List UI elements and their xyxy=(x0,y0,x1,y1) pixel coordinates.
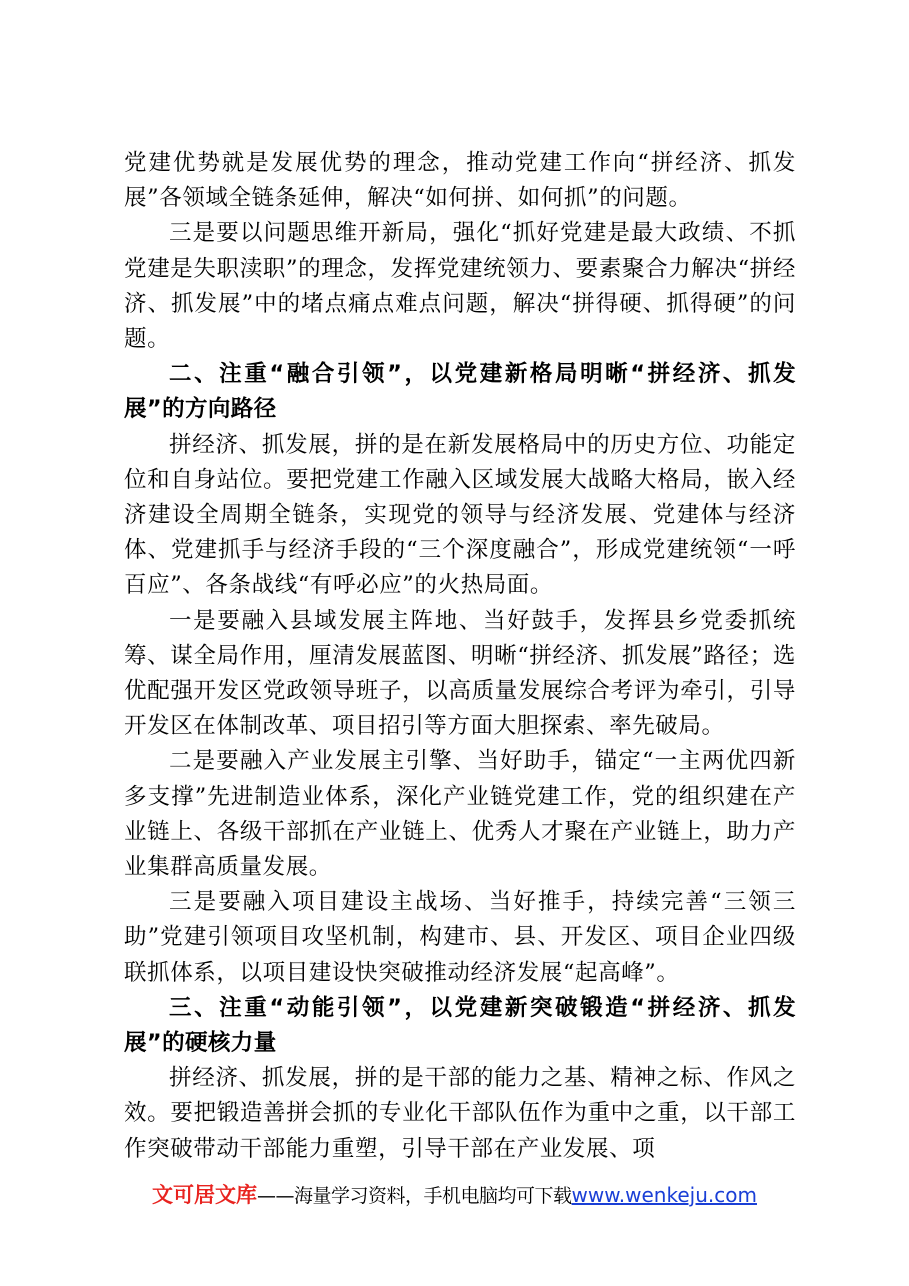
paragraph-point-three: 三是要以问题思维开新局，强化“抓好党建是最大政绩、不抓党建是失职渎职”的理念，发挥党建统领力、要素聚合力解决“拼经济、抓发展”中的堵点痛点难点问题，解决“拼得硬、抓得硬”的问题。 xyxy=(124,220,796,353)
paragraph-section-two-point-two: 二是要融入产业发展主引擎、当好助手，锚定“一主两优四新多支撑”先进制造业体系，深化产业链党建工作，党的组织建在产业链上、各级干部抓在产业链上、优秀人才聚在产业链上，助力产业集群高质量发展。 xyxy=(124,748,796,881)
footer-slogan: ——海量学习资料，手机电脑均可下载 xyxy=(257,1185,572,1207)
document-body xyxy=(124,146,796,1167)
page-footer xyxy=(0,1181,909,1210)
paragraph-section-two-point-three: 三是要融入项目建设主战场、当好推手，持续完善“三领三助”党建引领项目攻坚机制，构建市、县、开发区、项目企业四级联抓体系，以项目建设快突破推动经济发展“起高峰”。 xyxy=(124,889,796,986)
paragraph-continued: 党建优势就是发展优势的理念，推动党建工作向“拼经济、抓发展”各领域全链条延伸，解决“如何拼、如何抓”的问题。 xyxy=(124,150,796,212)
section-heading-three: 三、注重“动能引领”，以党建新突破锻造“拼经济、抓发展”的硬核力量 xyxy=(124,994,796,1057)
footer-website-link[interactable]: www.wenkeju.com xyxy=(571,1183,757,1207)
paragraph-section-two-point-one: 一是要融入县域发展主阵地、当好鼓手，发挥县乡党委抓统筹、谋全局作用，厘清发展蓝图、明晰“拼经济、抓发展”路径；选优配强开发区党政领导班子，以高质量发展综合考评为牵引，引导开发区在体制改革、项目招引等方面大胆探索、率先破局。 xyxy=(124,607,796,740)
paragraph-section-three-intro: 拼经济、抓发展，拼的是干部的能力之基、精神之标、作风之效。要把锻造善拼会抓的专业化干部队伍作为重中之重，以干部工作突破带动干部能力重塑，引导干部在产业发展、项 xyxy=(124,1065,796,1162)
footer-brand: 文可居文库 xyxy=(152,1183,258,1207)
section-heading-two: 二、注重“融合引领”，以党建新格局明晰“拼经济、抓发展”的方向路径 xyxy=(124,361,796,423)
paragraph-section-two-intro: 拼经济、抓发展，拼的是在新发展格局中的历史方位、功能定位和自身站位。要把党建工作融入区域发展大战略大格局，嵌入经济建设全周期全链条，实现党的领导与经济发展、党建体与经济体、党建抓手与经济手段的“三个深度融合”，形成党建统领“一呼百应”、各条战线“有呼必应”的火热局面。 xyxy=(124,431,796,599)
